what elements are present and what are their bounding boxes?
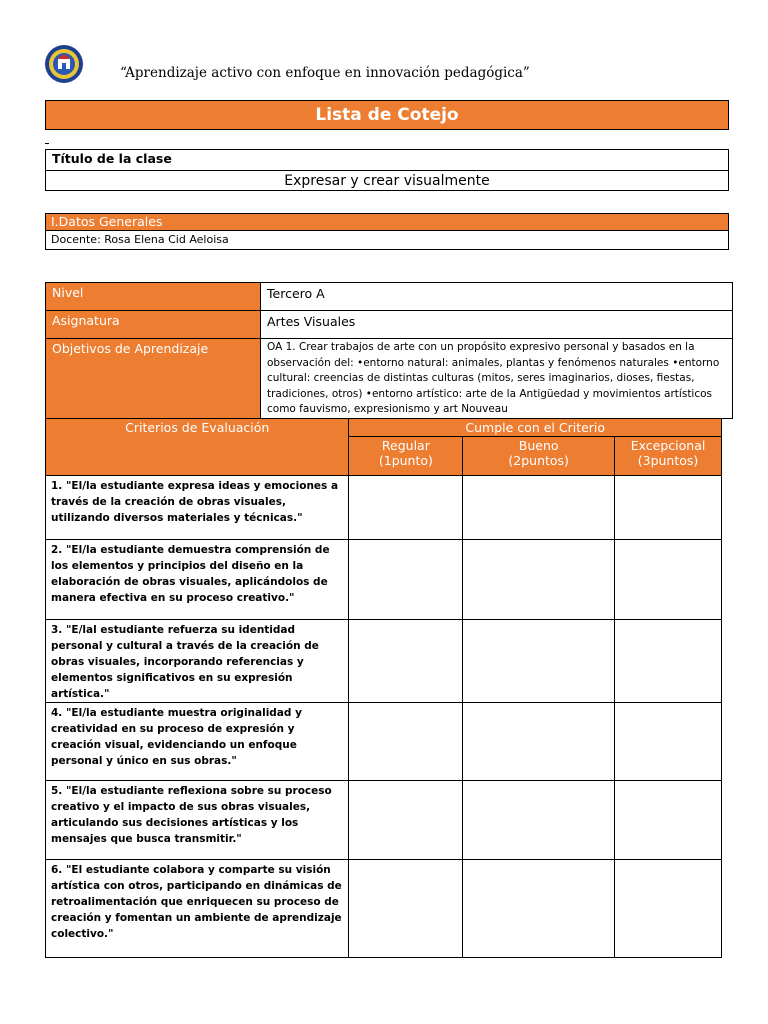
class-title-value-row bbox=[46, 170, 728, 190]
criterion-text: 1. "El/la estudiante expresa ideas y emociones a través de la creación de obras visuales, utilizando diversos materiales y técnicas." bbox=[46, 476, 349, 540]
table-row bbox=[46, 476, 722, 540]
subject-label: Asignatura bbox=[46, 311, 261, 339]
teacher-name: Docente: Rosa Elena Cid Aeloisa bbox=[45, 231, 729, 250]
table-header-row bbox=[46, 419, 722, 437]
table-row bbox=[46, 781, 722, 860]
checkbox-cell-excepcional[interactable] bbox=[615, 620, 722, 703]
evaluation-table bbox=[45, 418, 722, 958]
level-header-bueno: Bueno (2puntos) bbox=[463, 437, 615, 476]
level-label: Nivel bbox=[46, 283, 261, 311]
checkbox-cell-regular[interactable] bbox=[349, 860, 463, 958]
document-title: Lista de Cotejo bbox=[45, 100, 729, 130]
checkbox-cell-bueno[interactable] bbox=[463, 476, 615, 540]
checkbox-cell-regular[interactable] bbox=[349, 476, 463, 540]
criterion-text: 6. "El estudiante colabora y comparte su visión artística con otros, participando en dinámicas de retroalimentación que enriquecen su proceso de creación y fomentan un ambiente de aprendizaje colectivo." bbox=[46, 860, 349, 958]
class-title-label: Título de la clase bbox=[52, 151, 172, 166]
compliance-header: Cumple con el Criterio bbox=[349, 419, 722, 437]
checkbox-cell-excepcional[interactable] bbox=[615, 703, 722, 781]
checkbox-cell-regular[interactable] bbox=[349, 703, 463, 781]
checkbox-cell-regular[interactable] bbox=[349, 781, 463, 860]
level-value: Tercero A bbox=[261, 283, 733, 311]
checkbox-cell-excepcional[interactable] bbox=[615, 860, 722, 958]
table-row bbox=[46, 620, 722, 703]
checkbox-cell-regular[interactable] bbox=[349, 620, 463, 703]
school-seal-logo bbox=[44, 44, 84, 84]
divider-mark bbox=[45, 143, 49, 144]
checkbox-cell-regular[interactable] bbox=[349, 540, 463, 620]
objectives-value: OA 1. Crear trabajos de arte con un propósito expresivo personal y basados en la observación del: •entorno natural: animales, plantas y fenómenos naturales •entorno cultural: creencias de distintas culturas (mitos, seres imaginarios, dioses, fiestas, tradiciones, otros) •entorno artístico: arte de la Antigüedad y movimientos artísticos como fauvismo, expresionismo y art Nouveau bbox=[261, 339, 733, 419]
checkbox-cell-bueno[interactable] bbox=[463, 620, 615, 703]
institution-motto: “Aprendizaje activo con enfoque en innovación pedagógica” bbox=[120, 65, 530, 81]
general-data-heading: I.Datos Generales bbox=[45, 213, 729, 231]
course-info-table bbox=[45, 282, 733, 419]
criterion-text: 2. "El/la estudiante demuestra comprensión de los elementos y principios del diseño en la elaboración de obras visuales, aplicándolos de manera efectiva en su proceso creativo." bbox=[46, 540, 349, 620]
table-row bbox=[46, 540, 722, 620]
checkbox-cell-bueno[interactable] bbox=[463, 781, 615, 860]
table-row bbox=[46, 283, 733, 311]
checkbox-cell-bueno[interactable] bbox=[463, 860, 615, 958]
criteria-header: Criterios de Evaluación bbox=[46, 419, 349, 476]
criterion-text: 4. "El/la estudiante muestra originalidad y creatividad en su proceso de expresión y creación visual, evidenciando un enfoque personal y único en sus obras." bbox=[46, 703, 349, 781]
criterion-text: 3. "E/lal estudiante refuerza su identidad personal y cultural a través de la creación de obras visuales, incorporando referencias y elementos significativos en su expresión artística." bbox=[46, 620, 349, 703]
table-row bbox=[46, 703, 722, 781]
checkbox-cell-bueno[interactable] bbox=[463, 703, 615, 781]
objectives-label: Objetivos de Aprendizaje bbox=[46, 339, 261, 419]
level-header-excepcional: Excepcional (3puntos) bbox=[615, 437, 722, 476]
class-title-value: Expresar y crear visualmente bbox=[284, 172, 490, 189]
table-row bbox=[46, 339, 733, 419]
class-title-box bbox=[45, 149, 729, 191]
checkbox-cell-excepcional[interactable] bbox=[615, 781, 722, 860]
level-header-regular: Regular (1punto) bbox=[349, 437, 463, 476]
checkbox-cell-excepcional[interactable] bbox=[615, 540, 722, 620]
table-row bbox=[46, 860, 722, 958]
subject-value: Artes Visuales bbox=[261, 311, 733, 339]
checkbox-cell-excepcional[interactable] bbox=[615, 476, 722, 540]
checkbox-cell-bueno[interactable] bbox=[463, 540, 615, 620]
criterion-text: 5. "El/la estudiante reflexiona sobre su proceso creativo y el impacto de sus obras visuales, articulando sus decisiones artísticas y los mensajes que busca transmitir." bbox=[46, 781, 349, 860]
table-row bbox=[46, 311, 733, 339]
